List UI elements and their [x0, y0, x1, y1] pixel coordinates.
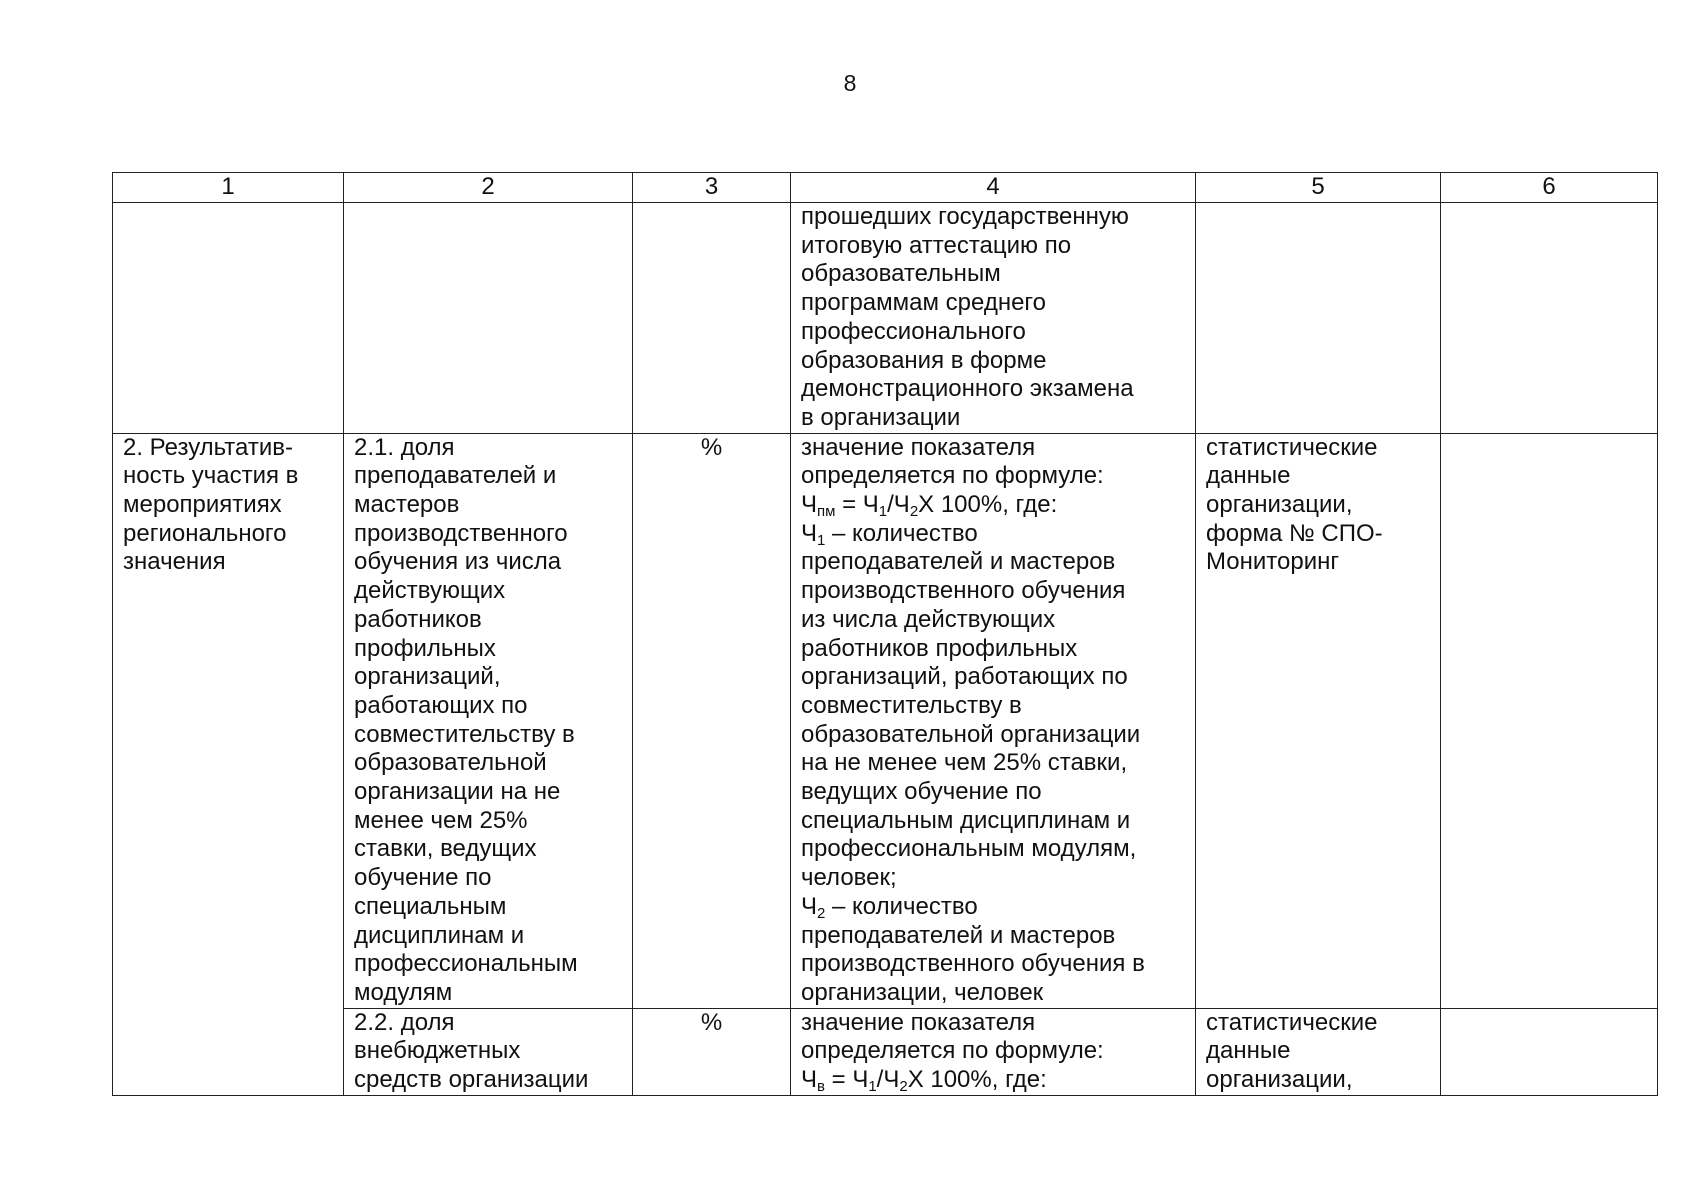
cell-criterion — [113, 433, 344, 1095]
formula-subscript: 1 — [868, 1078, 877, 1095]
text-line: производственного обучения в — [801, 950, 1145, 978]
text-line: совместительству в — [354, 720, 575, 748]
cell-empty — [344, 203, 633, 434]
text-line: профессиональным модулям, — [801, 835, 1137, 863]
text-line: организации, — [1206, 491, 1353, 519]
formula-part: Х 100%, где: — [918, 491, 1058, 519]
formula-part: /Ч — [876, 1066, 900, 1094]
text-line: статистические — [1206, 433, 1378, 461]
text-line: ведущих обучение по — [801, 778, 1042, 806]
variable-definition — [801, 893, 1185, 922]
table-row — [113, 1008, 1658, 1095]
text-line: определяется по формуле: — [801, 462, 1104, 490]
formula-subscript: 2 — [817, 904, 826, 922]
text-line: регионального — [123, 519, 287, 547]
text-line: преподавателей и мастеров — [801, 921, 1116, 949]
text-line: профессионального — [801, 317, 1026, 345]
text-line: работающих по — [354, 691, 528, 719]
formula-part: = Ч — [835, 491, 879, 519]
text-line: значение показателя — [801, 1008, 1036, 1036]
text-line: итоговую аттестацию по — [801, 231, 1072, 259]
text-line: данные — [1206, 1037, 1291, 1065]
text-line: Мониторинг — [1206, 548, 1340, 576]
text-line: значения — [123, 548, 226, 576]
text-line: профессиональным — [354, 950, 578, 978]
header-row — [113, 173, 1658, 203]
text-line: образовательным — [801, 260, 1001, 288]
text-line: организации, человек — [801, 978, 1044, 1006]
cell-empty — [633, 203, 791, 434]
text-line: мероприятиях — [123, 491, 282, 519]
formula-part: Х 100%, где: — [907, 1066, 1047, 1094]
text-line: образования в форме — [801, 346, 1047, 374]
text-line: значение показателя — [801, 433, 1036, 461]
text-line: средств организации — [354, 1066, 589, 1094]
cell-empty — [1441, 1008, 1658, 1095]
cell-empty — [1196, 203, 1441, 434]
cell-method — [791, 433, 1196, 1008]
text-line: мастеров — [354, 491, 460, 519]
text-line: форма № СПО- — [1206, 519, 1383, 547]
cell-method — [791, 1008, 1196, 1095]
text-line: организации, — [1206, 1066, 1353, 1094]
text-line: прошедших государственную — [801, 203, 1129, 230]
indicator-table — [112, 172, 1658, 1096]
variable-definition — [801, 520, 1185, 549]
text-line: работников — [354, 605, 482, 633]
text-line: модулям — [354, 978, 453, 1006]
text-line: обучения из числа — [354, 548, 562, 576]
page-number: 8 — [843, 70, 857, 96]
text-line: специальным — [354, 892, 507, 920]
cell-source — [1196, 1008, 1441, 1095]
text-line: ставки, ведущих — [354, 835, 537, 863]
formula-line — [801, 491, 1185, 520]
formula-part: Ч — [801, 491, 817, 519]
text-line: статистические — [1206, 1008, 1378, 1036]
text-line: определяется по формуле: — [801, 1037, 1104, 1065]
text-line: дисциплинам и — [354, 921, 525, 949]
header-cell-6: 6 — [1441, 173, 1658, 203]
variable-text: – количество — [825, 892, 978, 920]
text-line: работников профильных — [801, 634, 1078, 662]
variable-symbol: Ч — [801, 519, 817, 547]
formula-part: Ч — [801, 1066, 817, 1094]
text-line: профильных — [354, 634, 496, 662]
header-cell-1: 1 — [113, 173, 344, 203]
formula-subscript: 2 — [899, 1078, 908, 1095]
formula-subscript: пм — [817, 503, 836, 521]
cell-unit: % — [633, 433, 791, 1008]
text-line: ность участия в — [123, 462, 299, 490]
text-line: человек; — [801, 864, 897, 892]
cell-empty — [113, 203, 344, 434]
text-line: демонстрационного экзамена — [801, 375, 1134, 403]
formula-subscript: 1 — [817, 531, 826, 549]
text-line: совместительству в — [801, 691, 1022, 719]
cell-indicator — [344, 1008, 633, 1095]
header-cell-2: 2 — [344, 173, 633, 203]
cell-method-continuation — [791, 203, 1196, 434]
text-line: производственного — [354, 519, 568, 547]
text-line: менее чем 25% — [354, 806, 528, 834]
variable-text: – количество — [825, 519, 978, 547]
text-line: на не менее чем 25% ставки, — [801, 749, 1128, 777]
text-line: в организации — [801, 403, 961, 431]
unit-text: % — [700, 1008, 723, 1036]
header-cell-5: 5 — [1196, 173, 1441, 203]
text-line: преподавателей и — [354, 462, 557, 490]
formula-line — [801, 1066, 1185, 1095]
text-line: 2.2. доля — [354, 1008, 455, 1036]
text-line: специальным дисциплинам и — [801, 806, 1131, 834]
text-line: организации на не — [354, 778, 561, 806]
cell-source — [1196, 433, 1441, 1008]
text-line: программам среднего — [801, 289, 1047, 317]
text-line: преподавателей и мастеров — [801, 548, 1116, 576]
text-line: внебюджетных — [354, 1037, 521, 1065]
cell-empty — [1441, 433, 1658, 1008]
text-line: 2.1. доля — [354, 433, 455, 461]
text-line: организаций, работающих по — [801, 663, 1128, 691]
text-line: образовательной — [354, 749, 547, 777]
formula-part: /Ч — [887, 491, 910, 519]
formula-subscript: 1 — [878, 503, 888, 521]
text-line: действующих — [354, 577, 506, 605]
table-row — [113, 433, 1658, 1008]
text-line: производственного обучения — [801, 577, 1126, 605]
variable-symbol: Ч — [801, 892, 817, 920]
cell-empty — [1441, 203, 1658, 434]
text-line: обучение по — [354, 864, 492, 892]
formula-subscript: 2 — [909, 503, 919, 521]
text-line: данные — [1206, 462, 1291, 490]
text-line: организаций, — [354, 663, 501, 691]
cell-indicator — [344, 433, 633, 1008]
table-row — [113, 203, 1658, 434]
formula-part: = Ч — [824, 1066, 869, 1094]
cell-unit — [633, 1008, 791, 1095]
formula-subscript: в — [817, 1078, 825, 1095]
text-line: образовательной организации — [801, 720, 1141, 748]
text-line: из числа действующих — [801, 605, 1056, 633]
header-cell-3: 3 — [633, 173, 791, 203]
text-line: 2. Результатив- — [123, 433, 293, 461]
header-cell-4: 4 — [791, 173, 1196, 203]
